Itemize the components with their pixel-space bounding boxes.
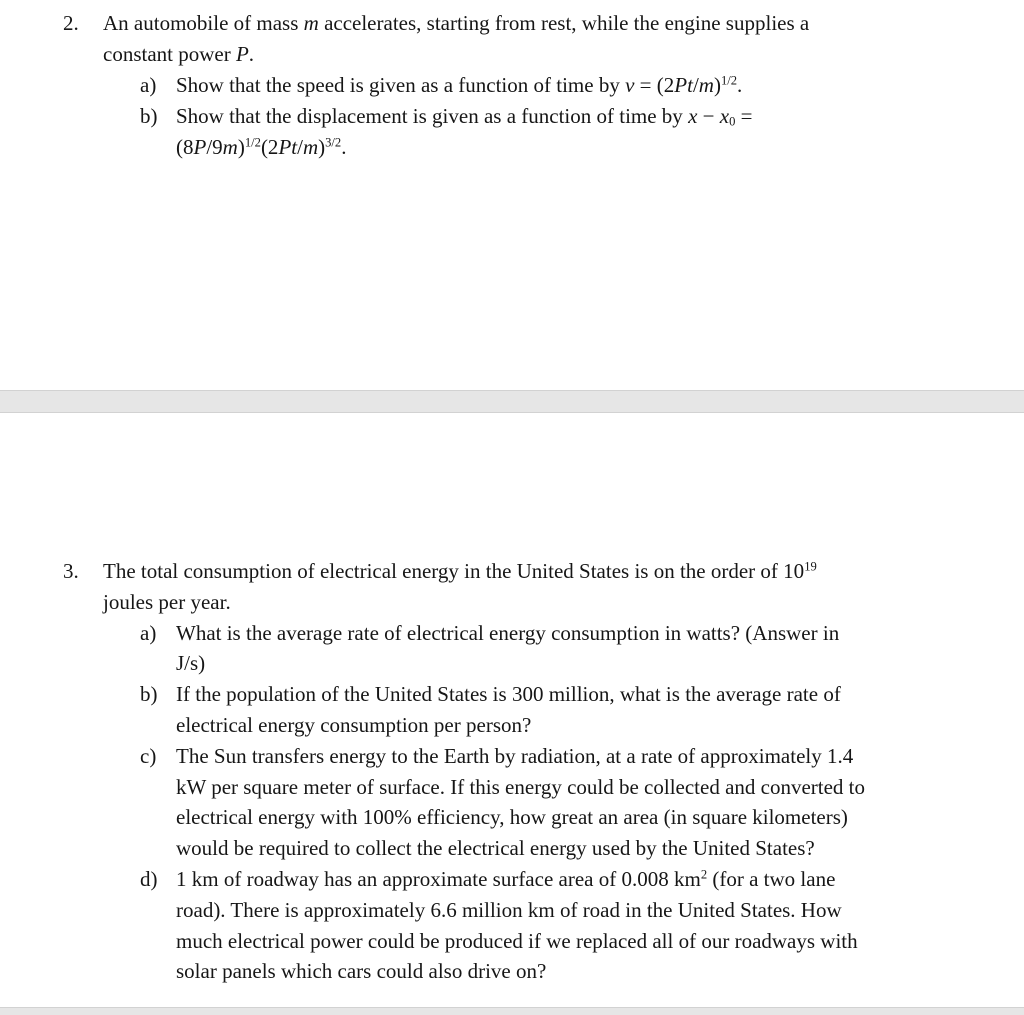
problem-3-part-a xyxy=(140,618,968,680)
problem-3-intro-line-2: joules per year. xyxy=(103,589,231,614)
problem-2-part-a-line-1: Show that the speed is given as a function of time by $v = (2Pt/m)^{1/2}$. xyxy=(176,73,743,97)
problem-2-part-b-line-2: $(8P/9m)^{1/2}(2Pt/m)^{3/2}$. xyxy=(176,135,347,159)
problem-2-part-b xyxy=(140,101,968,163)
problem-3-part-d-line-2: road). There is approximately 6.6 million km of road in the United States. How xyxy=(176,897,842,922)
problem-3-part-d-text xyxy=(176,864,968,987)
problem-3-part-a-text xyxy=(176,618,968,680)
problem-3-intro-line-1: The total consumption of electrical energy in the United States is on the order of $10^{19}$ xyxy=(103,559,817,583)
problem-3-part-c-label: c) xyxy=(140,743,157,768)
problem-2 xyxy=(63,8,968,163)
problem-3-part-c-line-2: kW per square meter of surface. If this energy could be collected and converted to xyxy=(176,774,866,799)
problem-3 xyxy=(63,556,968,987)
problem-3-part-d-line-4: solar panels which cars could also drive on? xyxy=(176,959,547,984)
problem-2-part-b-text xyxy=(176,101,968,163)
problem-2-intro-line-1: An automobile of mass m accelerates, starting from rest, while the engine supplies a xyxy=(103,11,810,35)
page-break-separator-bottom xyxy=(0,1007,1024,1015)
problem-2-part-a-text xyxy=(176,70,968,101)
problem-3-part-b-line-1: If the population of the United States is 300 million, what is the average rate of xyxy=(176,682,841,707)
problem-3-body xyxy=(103,556,968,987)
problem-2-body xyxy=(103,8,968,163)
problem-2-part-b-label: b) xyxy=(140,104,158,128)
problem-3-part-d xyxy=(140,864,968,987)
problem-3-part-c-text xyxy=(176,741,968,864)
problem-2-part-a-label: a) xyxy=(140,73,157,97)
problem-2-number: 2. xyxy=(63,11,79,35)
problem-2-parts xyxy=(140,70,968,163)
problem-2-part-b-line-1: Show that the displacement is given as a function of time by $x - x_0$ = xyxy=(176,104,753,129)
problem-3-part-c xyxy=(140,741,968,864)
problem-3-part-b-label: b) xyxy=(140,682,158,707)
problem-3-part-c-line-1: The Sun transfers energy to the Earth by radiation, at a rate of approximately 1.4 xyxy=(176,743,854,768)
problem-2-intro-line-2: constant power P. xyxy=(103,42,255,66)
problem-3-part-a-label: a) xyxy=(140,620,157,645)
problem-3-parts xyxy=(140,618,968,988)
problem-3-number: 3. xyxy=(63,559,79,583)
problem-3-part-b-line-2: electrical energy consumption per person? xyxy=(176,712,532,737)
problem-3-part-d-line-1: 1 km of roadway has an approximate surface area of 0.008 $km^2$ (for a two lane xyxy=(176,866,836,891)
page-break-separator xyxy=(0,390,1024,413)
problem-3-part-a-line-1: What is the average rate of electrical energy consumption in watts? (Answer in xyxy=(176,620,840,645)
problem-2-part-a xyxy=(140,70,968,101)
problem-3-part-b-text xyxy=(176,679,968,741)
problem-3-part-d-line-3: much electrical power could be produced if we replaced all of our roadways with xyxy=(176,928,858,953)
problem-3-part-d-label: d) xyxy=(140,866,158,891)
problem-3-part-b xyxy=(140,679,968,741)
problem-3-part-a-line-2: J/s) xyxy=(176,651,206,676)
problem-3-part-c-line-4: would be required to collect the electrical energy used by the United States? xyxy=(176,836,815,861)
problem-3-part-c-line-3: electrical energy with 100% efficiency, how great an area (in square kilometers) xyxy=(176,805,848,830)
